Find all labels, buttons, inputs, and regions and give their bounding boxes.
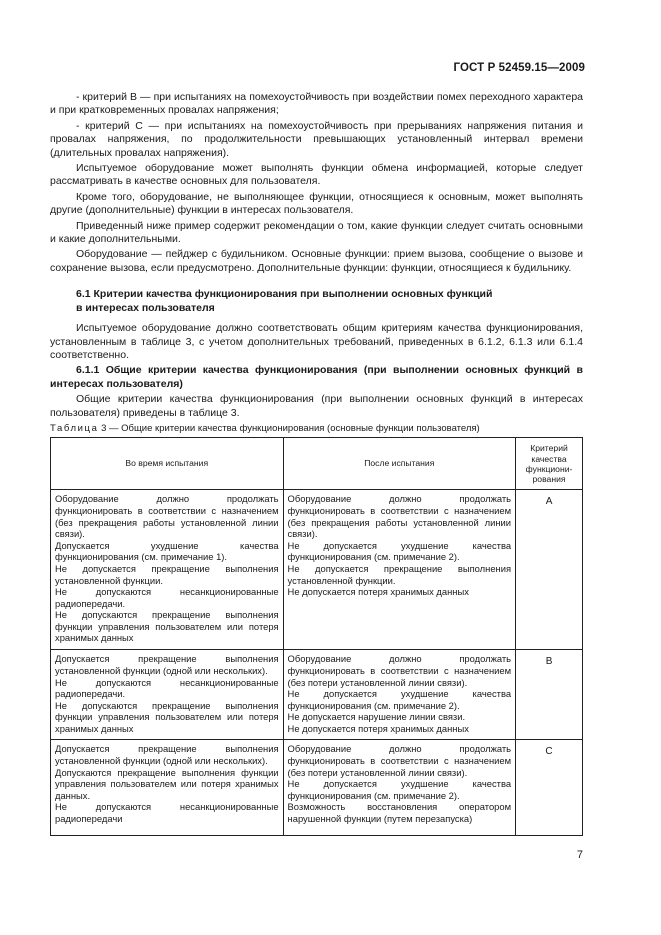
cell-criterion: C	[516, 740, 583, 836]
cell-after	[283, 490, 516, 650]
cell-criterion: A	[516, 490, 583, 650]
cell-during	[51, 650, 284, 740]
cell-after	[283, 740, 516, 836]
cell-line: Не допускается ухудшение качества функционирования (см. примечание 2).	[287, 688, 512, 711]
cell-line: Не допускаются несанкционированные радиопередачи.	[55, 586, 279, 609]
table-header-row	[51, 438, 583, 490]
cell-line: Не допускается потеря хранимых данных	[287, 722, 469, 734]
cell-line: Не допускается ухудшение качества функционирования (см. примечание 2).	[287, 539, 512, 563]
cell-line: Не допускается нарушение линии связи.	[287, 711, 466, 723]
table-caption	[50, 422, 583, 435]
paragraph: Кроме того, оборудование, не выполняющее функции, относящиеся к основным, может выполнять другие (дополнительные) функции в интересах пользователя.	[50, 190, 583, 217]
cell-line: Не допускается прекращение выполнения установленной функции.	[287, 562, 512, 586]
paragraph: Испытуемое оборудование может выполнять функции обмена информацией, которые следует рассматривать в качестве основных для пользователя.	[50, 162, 583, 188]
section-title-6-1	[50, 288, 583, 315]
paragraph: Общие критерии качества функционирования (при выполнении основных функций в интересах пользователя) приведены в таблице 3.	[50, 393, 583, 419]
header-during-test: Во время испытания	[51, 438, 284, 490]
cell-line: Не допускается ухудшение качества функционирования (см. примечание 2).	[287, 778, 512, 801]
cell-line: Оборудование должно продолжать функционировать в соответствии с назначением (без прекращения работы установленной линии связи).	[55, 493, 279, 540]
cell-line: Допускаются прекращение выполнения функции управления пользователем или потеря хранимых данных.	[55, 766, 279, 801]
cell-line: Допускается прекращение выполнения установленной функции (одной или нескольких).	[55, 743, 279, 766]
cell-line: Возможность восстановления оператором нарушенной функции (путем перезапуска)	[287, 801, 512, 824]
header-after-test: После испытания	[283, 438, 516, 490]
cell-line: Оборудование должно продолжать функционировать в соответствии с назначением (без потери установленной линии связи).	[287, 653, 512, 688]
cell-after	[283, 650, 516, 740]
paragraph: - критерий В — при испытаниях на помехоустойчивость при воздействии помех переходного характера и при кратковременных провалах напряжения;	[50, 91, 583, 117]
paragraph: - критерий С — при испытаниях на помехоустойчивость при прерываниях напряжения питания и провалах напряжения, по продолжительности превышающих установленный интервал времени (длительных провалах напряжения).	[50, 119, 583, 159]
document-code: ГОСТ Р 52459.15—2009	[453, 62, 585, 74]
section-title-line: 6.1 Критерии качества функционирования при выполнении основных функций	[76, 288, 493, 301]
cell-line: Оборудование должно продолжать функционировать в соответствии с назначением (без прекращения работы установленной линии связи).	[287, 493, 512, 540]
page-number: 7	[576, 849, 583, 861]
cell-line: Не допускаются прекращение выполнения функции управления пользователем или потеря хранимых данных	[55, 609, 279, 644]
cell-criterion: B	[516, 650, 583, 740]
section-title-6-1-1: 6.1.1 Общие критерии качества функционирования (при выполнении основных функций в интересах пользователя)	[50, 364, 583, 390]
table-caption-text: 3 — Общие критерии качества функционирования (основные функции пользователя)	[101, 422, 480, 434]
section-title-line: в интересах пользователя	[76, 301, 215, 314]
criteria-table	[50, 437, 583, 836]
paragraph: Оборудование — пейджер с будильником. Основные функции: прием вызова, сообщение о вызове и сохранение вызова, если предусмотрено. Дополнительные функции: функции, относящиеся к будильнику.	[50, 248, 583, 274]
cell-line: Допускается ухудшение качества функционирования (см. примечание 1).	[55, 539, 279, 563]
cell-line: Не допускаются несанкционированные радиопередачи	[55, 801, 279, 824]
cell-line: Оборудование должно продолжать функционировать в соответствии с назначением (без потери установленной линии связи).	[287, 743, 512, 778]
cell-line: Допускается прекращение выполнения установленной функции (одной или нескольких).	[55, 653, 279, 676]
paragraph: Испытуемое оборудование должно соответствовать общим критериям качества функционирования, установленным в таблице 3, с учетом дополнительных требований, приведенных в 6.1.2, 6.1.3 или 6.1.4 соответственно.	[50, 322, 583, 361]
table-row	[51, 650, 583, 740]
cell-line: Не допускаются прекращение выполнения функции управления пользователем или потеря хранимых данных	[55, 699, 279, 734]
header-criterion: Критерий качества функциони-рования	[516, 438, 583, 490]
cell-during	[51, 740, 284, 836]
cell-line: Не допускается прекращение выполнения установленной функции.	[55, 562, 279, 586]
paragraph: Приведенный ниже пример содержит рекомендации о том, какие функции следует считать основными и какие дополнительными.	[50, 219, 583, 246]
table-row	[51, 740, 583, 836]
cell-line: Не допускается потеря хранимых данных	[287, 586, 469, 598]
cell-during	[51, 490, 284, 650]
page-content	[50, 91, 583, 836]
cell-line: Не допускаются несанкционированные радиопередачи.	[55, 676, 279, 700]
table-row	[51, 490, 583, 650]
table-caption-label: Таблица	[50, 422, 99, 434]
